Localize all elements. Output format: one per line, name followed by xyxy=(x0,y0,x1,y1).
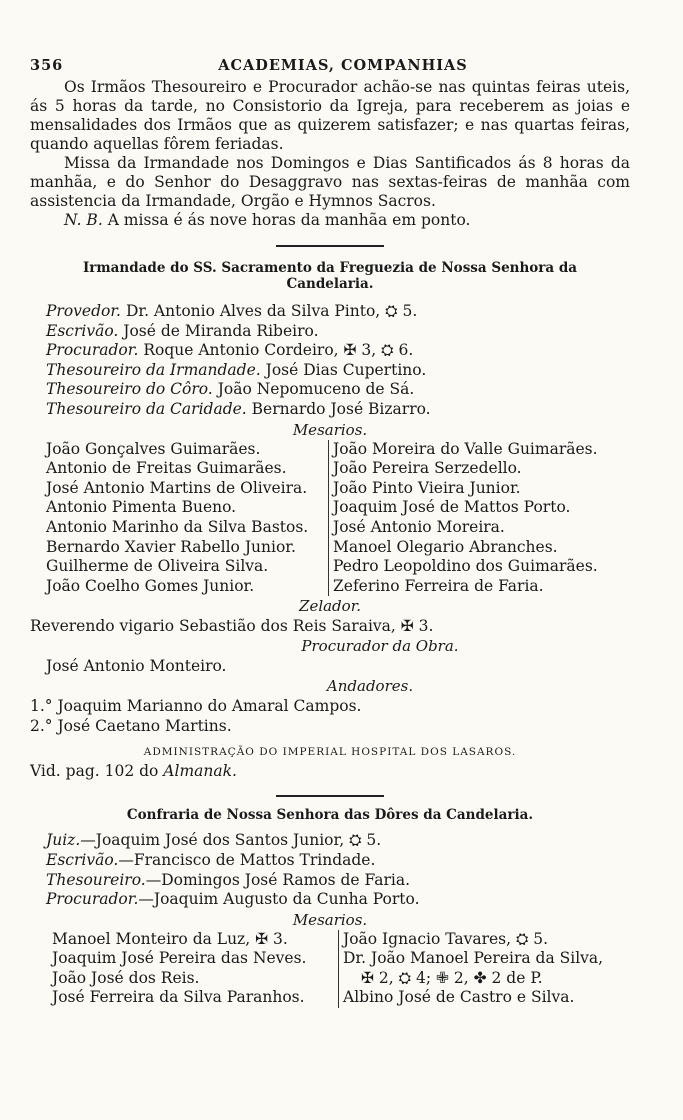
nota-bene xyxy=(30,211,630,230)
list-item: Pedro Leopoldino dos Guimarães. xyxy=(333,557,598,576)
zelador-heading: Zelador. xyxy=(299,597,361,616)
officer-row: Juiz.—Joaquim José dos Santos Junior, ⛭ 5. xyxy=(46,831,382,850)
list-item: José Antonio Moreira. xyxy=(333,517,505,536)
list-item: João Pinto Vieira Junior. xyxy=(333,478,521,497)
section-title-sacramento: Irmandade do SS. Sacramento da Freguezia de Nossa Senhora da Candelaria. xyxy=(82,260,578,292)
running-head: ACADEMIAS, COMPANHIAS xyxy=(218,56,468,74)
zelador-name: Reverendo vigario Sebastião dos Reis Saraiva, ✠ 3. xyxy=(30,617,434,636)
mesarios-heading: Mesarios. xyxy=(292,910,368,929)
decoration-icon: ⛭ 5. xyxy=(349,831,382,850)
andadores-heading: Andadores. xyxy=(326,677,414,696)
nb-text: A missa é ás nove horas da manhãa em ponto. xyxy=(107,211,471,229)
mesarios-right-column xyxy=(338,930,630,1008)
list-item: Zeferino Ferreira de Faria. xyxy=(333,576,544,595)
procurador-obra-name: José Antonio Monteiro. xyxy=(46,657,227,676)
page-number: 356 xyxy=(30,56,64,74)
andador-item: 2.° José Caetano Martins. xyxy=(30,717,232,736)
officer-row: Thesoureiro da Caridade. Bernardo José Bizarro. xyxy=(46,399,431,418)
list-item: Manoel Olegario Abranches. xyxy=(333,537,558,556)
officer-row: Escrivão. José de Miranda Ribeiro. xyxy=(46,321,319,340)
list-item: Antonio Marinho da Silva Bastos. xyxy=(46,517,309,536)
list-item: João Coelho Gomes Junior. xyxy=(46,576,255,595)
decoration-icon: ⛭ 5. xyxy=(385,302,418,320)
list-item: Joaquim José de Mattos Porto. xyxy=(333,498,571,517)
intro-paragraph-2: Missa da Irmandade nos Domingos e Dias Santificados ás 8 horas da manhãa, e do Senhor do Desaggravo nas sextas-feiras de manhãa com assistencia da Irmandade, Orgão e Hymnos Sacros. xyxy=(30,154,630,210)
list-item: Antonio Pimenta Bueno. xyxy=(46,498,237,517)
list-item: João José dos Reis. xyxy=(52,968,200,987)
list-item: Albino José de Castro e Silva. xyxy=(343,988,575,1007)
mesarios-columns xyxy=(30,930,630,1008)
officer-row: Procurador.—Joaquim Augusto da Cunha Porto. xyxy=(46,890,420,909)
list-item: João Moreira do Valle Guimarães. xyxy=(333,439,598,458)
intro-paragraph-1: Os Irmãos Thesoureiro e Procurador achão-se nas quintas feiras uteis, ás 5 horas da tarde, no Consistorio da Igreja, para receberem as joias e mensalidades dos Irmãos que as quizerem satisfazer; e nas quartas feiras, quando aquellas fôrem feriadas. xyxy=(30,78,630,153)
list-item: Joaquim José Pereira das Neves. xyxy=(52,949,307,968)
section-title-dores: Confraria de Nossa Senhora das Dôres da Candelaria. xyxy=(126,807,534,824)
list-item: Guilherme de Oliveira Silva. xyxy=(46,557,269,576)
mesarios-right-column xyxy=(328,440,630,597)
decoration-icon: ✠ 3, ⛭ 6. xyxy=(343,341,414,360)
andador-item: 1.° Joaquim Marianno do Amaral Campos. xyxy=(30,697,362,716)
list-item: ✠ 2, ⛭ 4; ✙ 2, ✤ 2 de P. xyxy=(361,968,543,987)
mesarios-left-column xyxy=(46,440,328,597)
list-item: José Antonio Martins de Oliveira. xyxy=(46,478,308,497)
officer-row: Procurador. Roque Antonio Cordeiro, ✠ 3, ⛭ 6. xyxy=(46,341,414,360)
list-item: Dr. João Manoel Pereira da Silva, xyxy=(343,949,604,968)
mesarios-left-column xyxy=(52,930,338,1008)
procurador-obra-heading: Procurador da Obra. xyxy=(301,637,459,656)
list-item: Antonio de Freitas Guimarães. xyxy=(46,459,287,478)
cross-icon: ✠ 3. xyxy=(400,617,434,636)
list-item: José Ferreira da Silva Paranhos. xyxy=(52,988,305,1007)
sacramento-officers xyxy=(30,302,630,420)
mesarios-columns xyxy=(30,440,630,597)
section-divider xyxy=(276,795,384,797)
officer-row: Thesoureiro.—Domingos José Ramos de Faria. xyxy=(46,870,411,889)
list-item: João Gonçalves Guimarães. xyxy=(46,439,261,458)
page-header xyxy=(30,52,630,78)
list-item: João Ignacio Tavares, ⛭ 5. xyxy=(343,929,549,948)
mesarios-heading: Mesarios. xyxy=(292,420,368,439)
hospital-reference: Vid. pag. 102 do Almanak. xyxy=(30,762,237,781)
nb-label: N. B. xyxy=(64,211,103,229)
document-page xyxy=(30,52,630,1008)
section-divider xyxy=(276,245,384,247)
list-item: Bernardo Xavier Rabello Junior. xyxy=(46,537,296,556)
hospital-title: ADMINISTRAÇÃO DO IMPERIAL HOSPITAL DOS LASAROS. xyxy=(143,746,517,759)
officer-row: Thesoureiro da Irmandade. José Dias Cupertino. xyxy=(46,360,427,379)
list-item: João Pereira Serzedello. xyxy=(333,459,522,478)
officer-row: Thesoureiro do Côro. João Nepomuceno de Sá. xyxy=(46,380,415,399)
list-item: Manoel Monteiro da Luz, ✠ 3. xyxy=(52,929,288,948)
officer-row: Provedor. Dr. Antonio Alves da Silva Pinto, ⛭ 5. xyxy=(46,302,418,320)
officer-row: Escrivão.—Francisco de Mattos Trindade. xyxy=(46,850,376,869)
